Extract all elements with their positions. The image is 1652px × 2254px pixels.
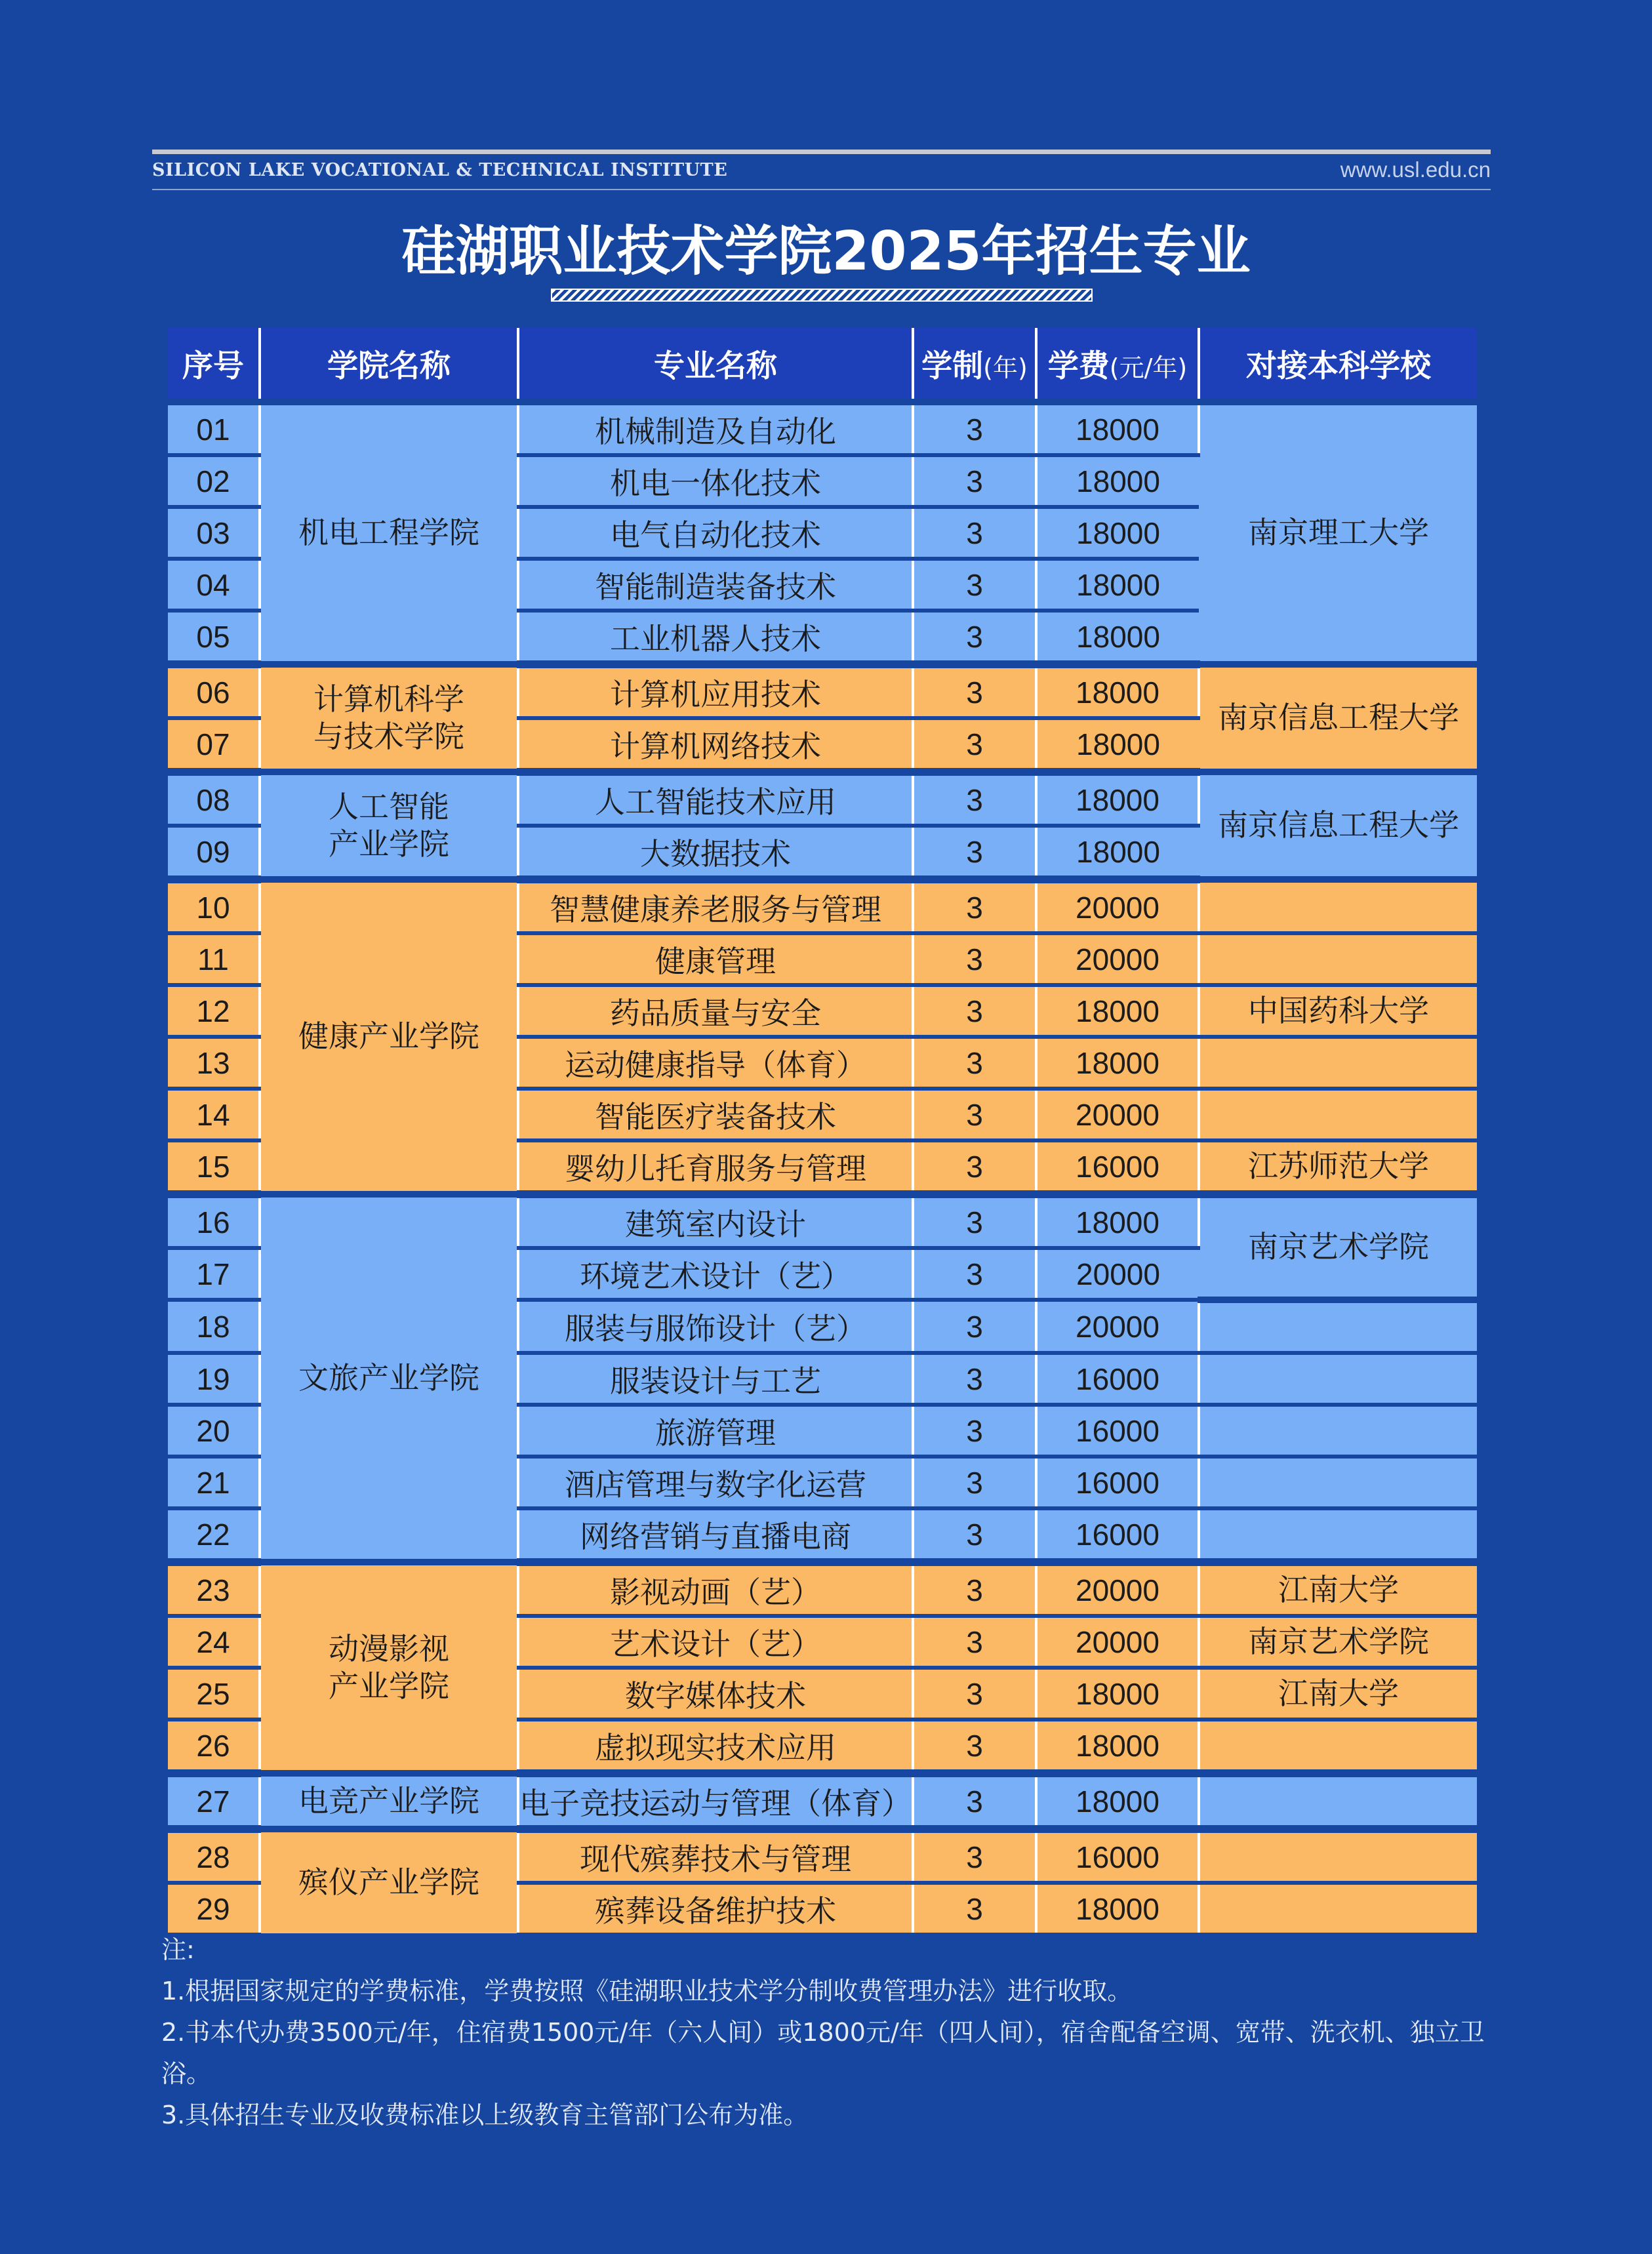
cell-school-line: 计算机科学 — [313, 681, 464, 717]
cell-duration: 3 — [913, 718, 1036, 772]
cell-tuition: 16000 — [1036, 1405, 1199, 1457]
cell-school-line: 殡仪产业学院 — [298, 1864, 479, 1901]
cell-school — [260, 879, 518, 1194]
cell-major: 智慧健康养老服务与管理 — [518, 879, 913, 933]
cell-duration: 3 — [913, 1457, 1036, 1508]
cell-major: 网络营销与直播电商 — [518, 1508, 913, 1562]
cell-partner — [1199, 933, 1477, 985]
cell-tuition: 18000 — [1036, 1720, 1199, 1773]
title-underline-decoration — [551, 289, 1093, 302]
cell-school-line: 与技术学院 — [313, 719, 464, 754]
cell-school-line: 人工智能 — [329, 788, 449, 824]
cell-school — [260, 664, 518, 772]
cell-duration: 3 — [913, 559, 1036, 611]
cell-duration: 3 — [913, 1720, 1036, 1773]
cell-partner: 南京信息工程大学 — [1199, 664, 1477, 772]
cell-major: 建筑室内设计 — [518, 1194, 913, 1248]
cell-index: 15 — [168, 1140, 260, 1194]
cell-major: 服装设计与工艺 — [518, 1353, 913, 1405]
col-header-duration-unit: (年) — [983, 353, 1028, 382]
cell-partner: 中国药科大学 — [1199, 985, 1477, 1037]
cell-major: 健康管理 — [518, 933, 913, 985]
cell-tuition: 20000 — [1036, 1616, 1199, 1668]
cell-index: 04 — [168, 559, 260, 611]
cell-school-line: 机电工程学院 — [298, 515, 479, 551]
table-row — [168, 1773, 1477, 1829]
cell-school-line: 产业学院 — [329, 1668, 449, 1704]
cell-major: 影视动画（艺） — [518, 1562, 913, 1616]
cell-tuition: 18000 — [1036, 559, 1199, 611]
table-row — [168, 772, 1477, 826]
cell-index: 09 — [168, 826, 260, 879]
table-row — [168, 879, 1477, 933]
header-rule-bottom — [152, 189, 1491, 190]
cell-major: 人工智能技术应用 — [518, 772, 913, 826]
cell-tuition: 16000 — [1036, 1140, 1199, 1194]
col-header-partner: 对接本科学校 — [1199, 328, 1477, 402]
cell-major: 环境艺术设计（艺） — [518, 1248, 913, 1300]
cell-major: 数字媒体技术 — [518, 1668, 913, 1720]
col-header-tuition-label: 学费 — [1047, 348, 1110, 384]
cell-index: 07 — [168, 718, 260, 772]
admissions-table — [168, 328, 1477, 1941]
cell-school — [260, 772, 518, 879]
cell-duration: 3 — [913, 1353, 1036, 1405]
cell-major: 机械制造及自动化 — [518, 402, 913, 455]
table-row — [168, 1194, 1477, 1248]
cell-duration: 3 — [913, 664, 1036, 718]
cell-major: 服装与服饰设计（艺） — [518, 1300, 913, 1353]
cell-partner — [1199, 1353, 1477, 1405]
cell-major: 计算机网络技术 — [518, 718, 913, 772]
table-body — [168, 402, 1477, 1937]
cell-school-line: 电竞产业学院 — [298, 1782, 479, 1819]
cell-tuition: 20000 — [1036, 879, 1199, 933]
note-item: 3.具体招生专业及收费标准以上级教育主管部门公布为准。 — [161, 2101, 809, 2129]
cell-partner — [1199, 879, 1477, 933]
cell-major: 婴幼儿托育服务与管理 — [518, 1140, 913, 1194]
cell-duration: 3 — [913, 1829, 1036, 1883]
cell-duration: 3 — [913, 1140, 1036, 1194]
cell-major: 旅游管理 — [518, 1405, 913, 1457]
cell-tuition: 18000 — [1036, 718, 1199, 772]
cell-duration: 3 — [913, 1089, 1036, 1140]
cell-school-line: 健康产业学院 — [298, 1018, 479, 1055]
cell-major: 机电一体化技术 — [518, 455, 913, 507]
cell-partner — [1199, 1089, 1477, 1140]
institute-english-name: SILICON LAKE VOCATIONAL & TECHNICAL INSTITUTE — [152, 160, 728, 180]
cell-partner — [1199, 1037, 1477, 1089]
cell-index: 28 — [168, 1829, 260, 1883]
cell-duration: 3 — [913, 611, 1036, 664]
cell-major: 殡葬设备维护技术 — [518, 1883, 913, 1937]
note-item: 1.根据国家规定的学费标准，学费按照《硅湖职业技术学分制收费管理办法》进行收取。 — [161, 1977, 1133, 2005]
cell-partner: 南京信息工程大学 — [1199, 772, 1477, 879]
cell-duration: 3 — [913, 985, 1036, 1037]
cell-index: 12 — [168, 985, 260, 1037]
cell-tuition: 20000 — [1036, 933, 1199, 985]
col-header-tuition-unit: (元/年) — [1109, 353, 1188, 382]
cell-partner — [1199, 1773, 1477, 1829]
cell-partner — [1199, 1829, 1477, 1883]
cell-index: 18 — [168, 1300, 260, 1353]
cell-duration: 3 — [913, 455, 1036, 507]
cell-index: 14 — [168, 1089, 260, 1140]
cell-partner — [1199, 1883, 1477, 1937]
cell-duration: 3 — [913, 507, 1036, 559]
cell-duration: 3 — [913, 1616, 1036, 1668]
cell-tuition: 18000 — [1036, 1037, 1199, 1089]
cell-major: 工业机器人技术 — [518, 611, 913, 664]
cell-partner — [1199, 1508, 1477, 1562]
cell-index: 11 — [168, 933, 260, 985]
cell-tuition: 16000 — [1036, 1353, 1199, 1405]
cell-index: 19 — [168, 1353, 260, 1405]
cell-tuition: 18000 — [1036, 1773, 1199, 1829]
cell-school-line: 动漫影视 — [329, 1630, 449, 1666]
cell-tuition: 18000 — [1036, 1668, 1199, 1720]
cell-index: 10 — [168, 879, 260, 933]
cell-tuition: 18000 — [1036, 611, 1199, 664]
notes-label: 注: — [161, 1935, 195, 1964]
cell-index: 03 — [168, 507, 260, 559]
cell-partner — [1199, 1457, 1477, 1508]
cell-duration: 3 — [913, 402, 1036, 455]
cell-partner: 江南大学 — [1199, 1668, 1477, 1720]
cell-school — [260, 1829, 518, 1937]
table-row — [168, 1562, 1477, 1616]
cell-index: 24 — [168, 1616, 260, 1668]
header-rule-top — [152, 150, 1491, 154]
table-row — [168, 664, 1477, 718]
cell-tuition: 20000 — [1036, 1089, 1199, 1140]
table-row — [168, 1829, 1477, 1883]
cell-tuition: 18000 — [1036, 402, 1199, 455]
cell-index: 21 — [168, 1457, 260, 1508]
cell-index: 29 — [168, 1883, 260, 1937]
cell-major: 药品质量与安全 — [518, 985, 913, 1037]
cell-tuition: 18000 — [1036, 1883, 1199, 1937]
website-url: www.usl.edu.cn — [1340, 157, 1491, 182]
cell-tuition: 20000 — [1036, 1248, 1199, 1300]
cell-major: 现代殡葬技术与管理 — [518, 1829, 913, 1883]
cell-major: 酒店管理与数字化运营 — [518, 1457, 913, 1508]
cell-index: 13 — [168, 1037, 260, 1089]
col-header-duration — [913, 328, 1036, 402]
cell-major: 电子竞技运动与管理（体育） — [518, 1773, 913, 1829]
col-header-tuition — [1036, 328, 1199, 402]
cell-major: 艺术设计（艺） — [518, 1616, 913, 1668]
cell-tuition: 18000 — [1036, 985, 1199, 1037]
cell-tuition: 16000 — [1036, 1457, 1199, 1508]
cell-major: 虚拟现实技术应用 — [518, 1720, 913, 1773]
cell-index: 08 — [168, 772, 260, 826]
cell-tuition: 16000 — [1036, 1508, 1199, 1562]
cell-index: 22 — [168, 1508, 260, 1562]
cell-tuition: 18000 — [1036, 507, 1199, 559]
cell-partner — [1199, 1300, 1477, 1353]
col-header-major: 专业名称 — [518, 328, 913, 402]
cell-major: 电气自动化技术 — [518, 507, 913, 559]
col-header-school: 学院名称 — [260, 328, 518, 402]
note-item: 2.书本代办费3500元/年，住宿费1500元/年（六人间）或1800元/年（四人间），宿舍配备空调、宽带、洗衣机、独立卫浴。 — [161, 2018, 1485, 2088]
notes-section — [161, 1929, 1499, 2136]
cell-duration: 3 — [913, 1405, 1036, 1457]
cell-partner: 南京理工大学 — [1199, 402, 1477, 664]
cell-index: 17 — [168, 1248, 260, 1300]
cell-major: 大数据技术 — [518, 826, 913, 879]
table-row — [168, 402, 1477, 455]
cell-tuition: 18000 — [1036, 1194, 1199, 1248]
cell-duration: 3 — [913, 1300, 1036, 1353]
cell-duration: 3 — [913, 879, 1036, 933]
cell-index: 02 — [168, 455, 260, 507]
cell-duration: 3 — [913, 1773, 1036, 1829]
cell-duration: 3 — [913, 772, 1036, 826]
cell-duration: 3 — [913, 1194, 1036, 1248]
cell-index: 01 — [168, 402, 260, 455]
cell-major: 智能医疗装备技术 — [518, 1089, 913, 1140]
cell-major: 计算机应用技术 — [518, 664, 913, 718]
cell-tuition: 18000 — [1036, 664, 1199, 718]
cell-tuition: 20000 — [1036, 1562, 1199, 1616]
cell-index: 27 — [168, 1773, 260, 1829]
col-header-index: 序号 — [168, 328, 260, 402]
cell-index: 20 — [168, 1405, 260, 1457]
cell-partner: 南京艺术学院 — [1199, 1194, 1477, 1300]
cell-partner: 江苏师范大学 — [1199, 1140, 1477, 1194]
page-title: 硅湖职业技术学院2025年招生专业 — [401, 220, 1251, 283]
cell-major: 智能制造装备技术 — [518, 559, 913, 611]
cell-duration: 3 — [913, 826, 1036, 879]
cell-tuition: 20000 — [1036, 1300, 1199, 1353]
cell-school-line: 产业学院 — [329, 826, 449, 862]
cell-index: 26 — [168, 1720, 260, 1773]
cell-index: 05 — [168, 611, 260, 664]
cell-tuition: 18000 — [1036, 772, 1199, 826]
cell-index: 25 — [168, 1668, 260, 1720]
cell-partner — [1199, 1720, 1477, 1773]
cell-duration: 3 — [913, 1508, 1036, 1562]
cell-index: 16 — [168, 1194, 260, 1248]
cell-duration: 3 — [913, 1883, 1036, 1937]
cell-duration: 3 — [913, 1248, 1036, 1300]
cell-duration: 3 — [913, 1562, 1036, 1616]
cell-duration: 3 — [913, 1037, 1036, 1089]
cell-school — [260, 1562, 518, 1773]
cell-partner: 南京艺术学院 — [1199, 1616, 1477, 1668]
cell-school — [260, 402, 518, 664]
cell-index: 23 — [168, 1562, 260, 1616]
cell-school — [260, 1773, 518, 1829]
cell-partner — [1199, 1405, 1477, 1457]
cell-duration: 3 — [913, 1668, 1036, 1720]
cell-duration: 3 — [913, 933, 1036, 985]
cell-major: 运动健康指导（体育） — [518, 1037, 913, 1089]
col-header-duration-label: 学制 — [921, 348, 984, 384]
cell-school — [260, 1194, 518, 1562]
cell-index: 06 — [168, 664, 260, 718]
cell-tuition: 18000 — [1036, 455, 1199, 507]
cell-tuition: 16000 — [1036, 1829, 1199, 1883]
cell-school-line: 文旅产业学院 — [298, 1359, 479, 1396]
cell-tuition: 18000 — [1036, 826, 1199, 879]
cell-partner: 江南大学 — [1199, 1562, 1477, 1616]
table-header-row — [168, 328, 1477, 402]
